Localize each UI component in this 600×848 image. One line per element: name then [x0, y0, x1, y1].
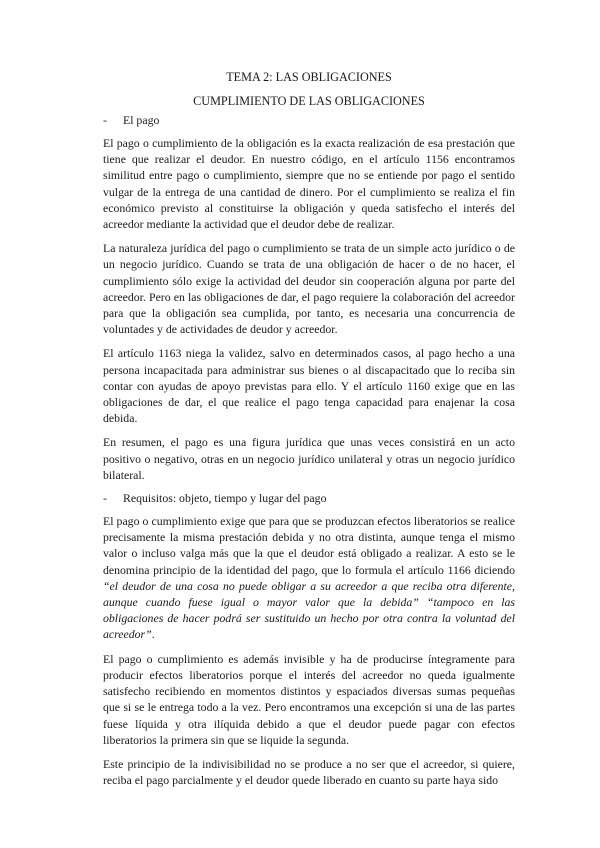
paragraph-7: Este principio de la indivisibilidad no se produce a no ser que el acreedor, si quiere, reciba el pago parcialmente y el deudor quede liberado en cuanto su parte haya sido: [103, 756, 515, 788]
section-heading-text: Requisitos: objeto, tiempo y lugar del pago: [123, 491, 327, 506]
paragraph-6: El pago o cumplimiento es además invisible y ha de producirse íntegramente para producir efectos liberatorios porque el interés del acreedor no queda igualmente satisfecho recibiendo en momentos distintos y espaciados diversas sumas pequeñas que si se le entrega todo a la vez. Pero encontramos una excepción si una de las partes fuese líquida y otra ilíquida debido a que el deudor puede pagar con efectos liberatorios la primera sin que se liquide la segunda.: [103, 651, 515, 747]
section-bullet: -: [103, 491, 107, 506]
section-heading-pago: [103, 113, 515, 128]
section-heading-requisitos: [103, 491, 515, 506]
paragraph-4: En resumen, el pago es una figura jurídica que unas veces consistirá en un acto positivo o negativo, otras en un negocio jurídico unilateral y otras un negocio jurídico bilateral.: [103, 435, 515, 482]
paragraph-2: La naturaleza jurídica del pago o cumplimiento se trata de un simple acto jurídico o de un negocio jurídico. Cuando se trata de una obligación de hacer o de no hacer, el cumplimiento sólo exige la actividad del deudor sin cooperación alguna por parte del acreedor. Pero en las obligaciones de dar, el pago requiere la colaboración del acreedor para que la obligación sea cumplida, por tanto, es necesaria una concurrencia de voluntades y de actividades de deudor y acreedor.: [103, 241, 515, 337]
paragraph-3: El artículo 1163 niega la validez, salvo en determinados casos, al pago hecho a una persona incapacitada para administrar sus bienes o al discapacitado que lo reciba sin contar con ayudas de apoyo previstas para ello. Y el artículo 1160 exige que en las obligaciones de dar, el que realice el pago tenga capacidad para enajenar la cosa debida.: [103, 346, 515, 426]
document-subtitle: CUMPLIMIENTO DE LAS OBLIGACIONES: [193, 94, 425, 108]
paragraph-5: [103, 513, 515, 643]
section-bullet: -: [103, 113, 107, 127]
paragraph-5-start: El pago o cumplimiento exige que para que se produzcan efectos liberatorios se realice precisamente la misma prestación debida y no otra distinta, aunque tenga el mismo valor o incluso valga más que la que el deudor está obligado a realizar. A esto se le denomina principio de la identidad del pago, que lo formula el artículo 1166 diciendo: [103, 514, 515, 577]
paragraph-1: El pago o cumplimiento de la obligación es la exacta realización de esa prestación que tiene que realizar el deudor. En nuestro código, en el artículo 1156 encontramos similitud entre pago o cumplimiento, siempre que no se entiende por pago el sentido vulgar de la entrega de una cantidad de dinero. Por el cumplimiento se realiza el fin económico previsto al constituirse la obligación y queda satisfecho el interés del acreedor mediante la actividad que el deudor debe de realizar.: [103, 136, 515, 232]
quoted-article-text: “el deudor de una cosa no puede obligar a su acreedor a que reciba otra diferente, aunque cuando fuese igual o mayor valor que la debida” “tampoco en las obligaciones de hacer podrá ser sustituido un hecho por otra contra la voluntad del acreedor”: [103, 578, 515, 642]
paragraph-5-end: .: [151, 627, 155, 642]
document-title: TEMA 2: LAS OBLIGACIONES: [226, 70, 392, 84]
section-heading-text: El pago: [123, 113, 160, 127]
